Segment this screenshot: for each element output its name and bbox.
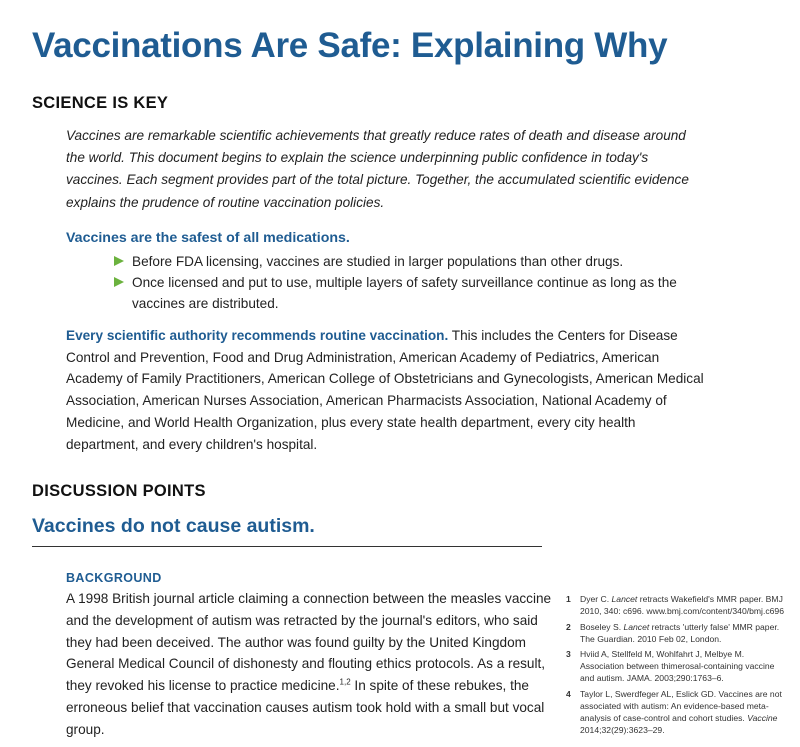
intro-paragraph: Vaccines are remarkable scientific achievements that greatly reduce rates of death and disease around the world. This document begins to explain the science underpinning public confidence in today's vaccines. Each segment provides part of the total picture. Together, the accumulated scientific evidence explains the prudence of routine vaccination policies. (66, 128, 689, 210)
reference-text: retracts 'utterly false' MMR paper. The Guardian. 2010 Feb 02, London. (580, 621, 780, 644)
authority-text: This includes the Centers for Disease Control and Prevention, Food and Drug Administration, American Academy of Pediatrics, American Academy of Family Practitioners, American College of Obstetricians and Gynecologists, American Medical Association, American Nurses Association, American Pharmacists Association, National Academy of Medicine, and World Health Organization, plus every state health department, every city health department, and every children's hospital. (66, 328, 704, 452)
reference-number: 3 (566, 649, 571, 659)
divider (32, 546, 542, 547)
reference-text: Boseley S. (580, 621, 624, 632)
reference-number: 4 (566, 688, 571, 699)
reference-item (566, 621, 786, 645)
reference-item (566, 593, 786, 617)
citation-superscript: 1,2 (339, 677, 351, 687)
reference-text: 2014;32(29):3623–29. (580, 724, 665, 735)
bullet-text: Before FDA licensing, vaccines are studied in larger populations than other drugs. (132, 254, 624, 269)
reference-italic: Vaccine (747, 712, 778, 723)
section-heading-science: SCIENCE IS KEY (32, 94, 169, 112)
safest-heading: Vaccines are the safest of all medications. (66, 230, 350, 246)
reference-item (566, 648, 786, 684)
authority-paragraph (66, 325, 706, 455)
reference-text: Taylor L, Swerdfeger AL, Eslick GD. Vaccines are not associated with autism: An evidence-based meta-analysis of case-control and cohort studies. (580, 688, 782, 723)
triangle-bullet-icon (114, 277, 124, 287)
background-text-1: A 1998 British journal article claiming a connection between the measles vaccine and the development of autism was retracted by the journal's editors, who said they had been deceived. The author was found guilty by the United Kingdom General Medical Council of dishonesty and flouting ethics protocols. As a result, they revoked his license to practice medicine. (66, 591, 552, 694)
section-heading-discussion: DISCUSSION POINTS (32, 482, 206, 500)
reference-text: Dyer C. (580, 594, 612, 604)
reference-list (566, 593, 786, 739)
bullet-item (114, 272, 694, 314)
background-heading: BACKGROUND (66, 571, 162, 585)
reference-number: 2 (566, 621, 571, 632)
bullet-text: Once licensed and put to use, multiple layers of safety surveillance continue as long as the vaccines are distributed. (132, 275, 677, 311)
reference-text: Hviid A, Stellfeld M, Wohlfahrt J, Melbye M. Association between thimerosal-containing vaccine and autism. JAMA. 2003;290:1763–6. (580, 649, 775, 683)
triangle-bullet-icon (114, 256, 124, 266)
authority-lead: Every scientific authority recommends routine vaccination. (66, 328, 449, 343)
bullet-item (114, 251, 694, 272)
background-paragraph (66, 588, 554, 741)
page-title: Vaccinations Are Safe: Explaining Why (32, 26, 668, 65)
reference-number: 1 (566, 594, 571, 604)
reference-italic: Lancet (611, 594, 638, 604)
reference-italic: Lancet (623, 621, 650, 632)
reference-item (566, 688, 786, 736)
discussion-title: Vaccines do not cause autism. (32, 515, 315, 537)
reference-text: retracts Wakefield's MMR paper. BMJ 2010, 340: c696. www.bmj.com/content/340/bmj.c696 (580, 594, 784, 616)
background-text-2: In spite of these rebukes, the erroneous belief that vaccination causes autism took hold with a small but vocal group. (66, 678, 545, 737)
safety-bullet-list (114, 251, 694, 314)
